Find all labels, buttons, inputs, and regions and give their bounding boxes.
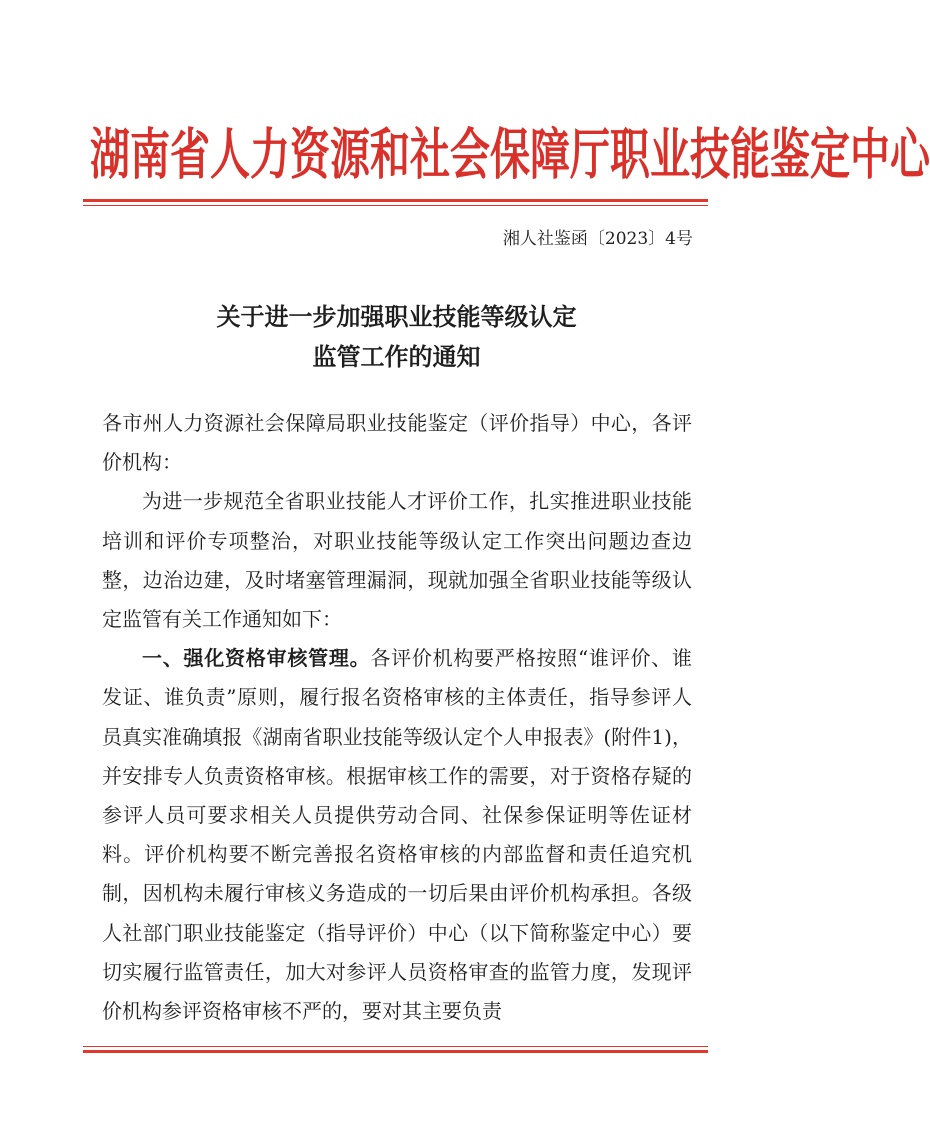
section-1-heading: 一、强化资格审核管理。 (142, 646, 371, 671)
intro-paragraph: 为进一步规范全省职业技能人才评价工作，扎实推进职业技能培训和评价专项整治，对职业技能等级认定工作突出问题边查边整，边治边建，及时堵塞管理漏洞，现就加强全省职业技能等级认定监管有关工作通知如下： (102, 489, 692, 632)
header-red-rule-thin (83, 205, 708, 206)
issuing-organization-header: 湖南省人力资源和社会保障厅职业技能鉴定中心 (90, 122, 930, 188)
document-title (90, 297, 703, 377)
footer-red-rule-thin (83, 1046, 708, 1047)
document-number: 湘人社鉴函〔2023〕4号 (502, 229, 693, 249)
section-1-text: 各评价机构要严格按照“谁评价、谁发证、谁负责”原则，履行报名资格审核的主体责任，指导参评人员真实准确填报《湖南省职业技能等级认定个人申报表》(附件1)，并安排专人负责资格审核。根据审核工作的需要，对于资格存疑的参评人员可要求相关人员提供劳动合同、社保参保证明等佐证材料。评价机构要不断完善报名资格审核的内部监督和责任追究机制，因机构未履行审核义务造成的一切后果由评价机构承担。各级人社部门职业技能鉴定（指导评价）中心（以下简称鉴定中心）要切实履行监管责任，加大对参评人员资格审查的监管力度，发现评价机构参评资格审核不严的，要对其主要负责 (102, 646, 693, 1024)
section-1-paragraph (102, 639, 692, 1031)
footer-red-rule-thick (83, 1050, 708, 1053)
header-red-rule-thick (83, 199, 708, 202)
document-body (102, 404, 692, 1031)
document-title-line-1: 关于进一步加强职业技能等级认定 (216, 302, 577, 331)
document-title-line-2: 监管工作的通知 (312, 342, 481, 371)
salutation: 各市州人力资源社会保障局职业技能鉴定（评价指导）中心，各评价机构： (102, 411, 692, 475)
